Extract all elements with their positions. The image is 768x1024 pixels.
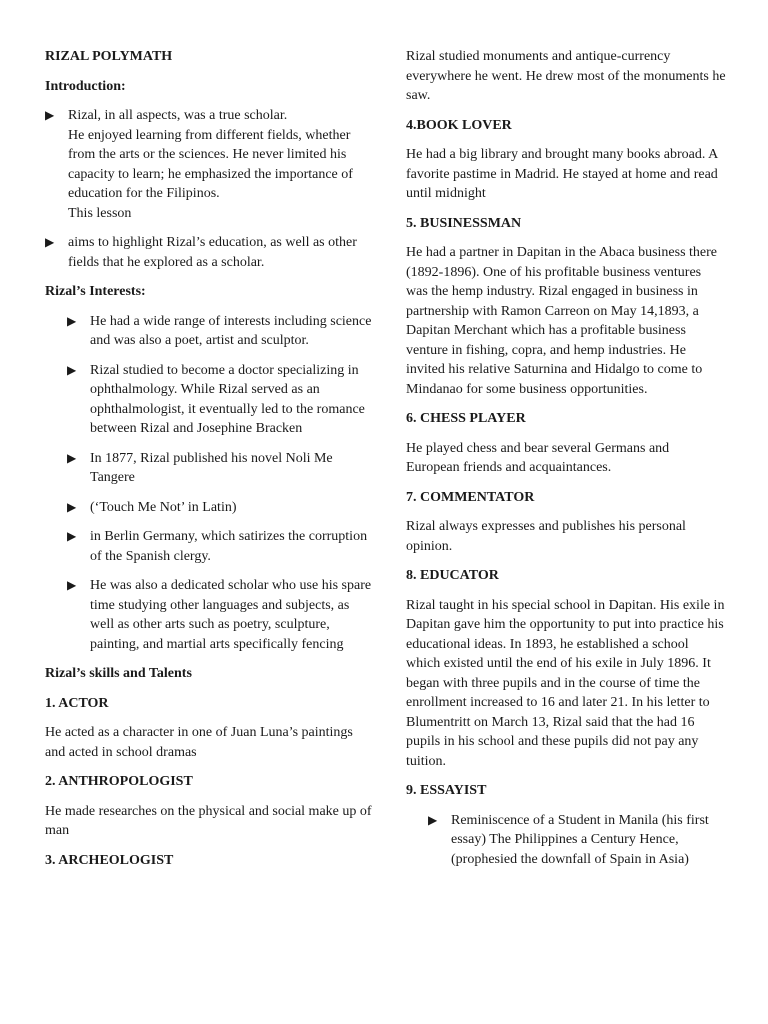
bullet-icon: ▶ — [67, 362, 77, 377]
businessman-text: He had a partner in Dapitan in the Abaca business there (1892-1896). One of his profitable business ventures was the hemp industry. Rizal engaged in business in partnership with Ramon Carreon on May 14,1893, a Dapitan Merchant which has a profitable business venture in fishing, copra, and hemp industries. He invited his relative Saturnina and Hidalgo to come to Mindanao for some business opportunities. — [406, 245, 718, 397]
interest-text: He had a wide range of interests including science and was also a poet, artist and sculptor. — [90, 313, 372, 348]
educator-text: Rizal taught in his special school in Dapitan. His exile in Dapitan gave him the opportunity to put into practice his educational ideas. In 1893, he established a school which existed until the end of his exile in July 1896. It began with three pupils and in the course of time the enrollment increased to 16 and later 21. In his letter to Blumentritt on March 13, Rizal said that the had 16 pupils in his school and these pupils did not pay any tuition. — [406, 597, 725, 769]
interest-text: He was also a dedicated scholar who use his spare time studying other languages and subjects, as well as other arts such as poetry, sculpture, painting, and martial arts specifically fencing — [90, 578, 372, 652]
document-title: RIZAL POLYMATH — [45, 49, 173, 64]
archeologist-text: Rizal studied monuments and antique-currency everywhere he went. He drew most of the monuments he saw. — [406, 49, 726, 103]
anthropologist-text: He made researches on the physical and social make up of man — [45, 803, 372, 838]
actor-text: He acted as a character in one of Juan Luna’s paintings and acted in school dramas — [45, 725, 353, 760]
interests-heading: Rizal’s Interests: — [45, 284, 146, 299]
interest-text: Rizal studied to become a doctor specializing in ophthalmology. While Rizal served as an ophthalmologist, it eventually led to the romance between Rizal and Josephine Bracken — [90, 362, 365, 436]
bullet-icon: ▶ — [67, 450, 77, 465]
bullet-icon: ▶ — [45, 108, 55, 122]
chess-player-heading: 6. CHESS PLAYER — [406, 411, 526, 426]
interest-item — [45, 312, 375, 351]
bullet-icon: ▶ — [67, 578, 77, 592]
interest-item — [45, 576, 375, 654]
intro-bullet-1 — [45, 106, 375, 223]
intro-bullet-2 — [45, 233, 375, 272]
essayist-heading: 9. ESSAYIST — [406, 783, 487, 798]
right-column — [406, 47, 726, 879]
interest-item — [45, 498, 375, 518]
archeologist-heading: 3. ARCHEOLOGIST — [45, 852, 174, 868]
chess-player-text: He played chess and bear several Germans and European friends and acquaintances. — [406, 440, 670, 475]
skills-heading: Rizal’s skills and Talents — [45, 666, 192, 681]
intro-bullet-1-line-1: Rizal, in all aspects, was a true scholar. — [68, 108, 288, 123]
businessman-heading: 5. BUSINESSMAN — [406, 215, 522, 231]
interest-item — [45, 361, 375, 439]
commentator-heading: 7. COMMENTATOR — [406, 489, 535, 505]
introduction-heading: Introduction: — [45, 78, 126, 94]
bullet-icon: ▶ — [45, 235, 55, 249]
commentator-text: Rizal always expresses and publishes his personal opinion. — [406, 519, 686, 554]
book-lover-text: He had a big library and brought many books abroad. A favorite pastime in Madrid. He stayed at home and read until midnight — [406, 147, 718, 201]
interest-text: (‘Touch Me Not’ in Latin) — [90, 499, 237, 515]
bullet-icon: ▶ — [428, 812, 438, 827]
bullet-icon: ▶ — [67, 529, 77, 543]
interest-item — [45, 449, 375, 488]
bullet-icon: ▶ — [67, 313, 77, 328]
actor-heading: 1. ACTOR — [45, 695, 109, 711]
essayist-bullet — [406, 811, 726, 870]
interest-text: In 1877, Rizal published his novel Noli Me Tangere — [90, 450, 333, 485]
left-column — [45, 47, 375, 880]
interest-text: in Berlin Germany, which satirizes the corruption of the Spanish clergy. — [90, 529, 368, 564]
educator-heading: 8. EDUCATOR — [406, 568, 499, 583]
bullet-icon: ▶ — [67, 499, 77, 514]
book-lover-heading: 4.BOOK LOVER — [406, 117, 512, 133]
intro-bullet-1-line-2: He enjoyed learning from different fields, whether from the arts or the sciences. He never limited his capacity to learn; he emphasized the importance of education for the Filipinos. — [68, 127, 353, 201]
anthropologist-heading: 2. ANTHROPOLOGIST — [45, 774, 193, 789]
intro-bullet-2-text: aims to highlight Rizal’s education, as well as other fields that he explored as a scholar. — [68, 235, 357, 270]
intro-bullet-1-line-3: This lesson — [68, 205, 132, 221]
essayist-bullet-text: Reminiscence of a Student in Manila (his first essay) The Philippines a Century Hence, (prophesied the downfall of Spain in Asia) — [451, 812, 709, 867]
interest-item — [45, 527, 375, 566]
